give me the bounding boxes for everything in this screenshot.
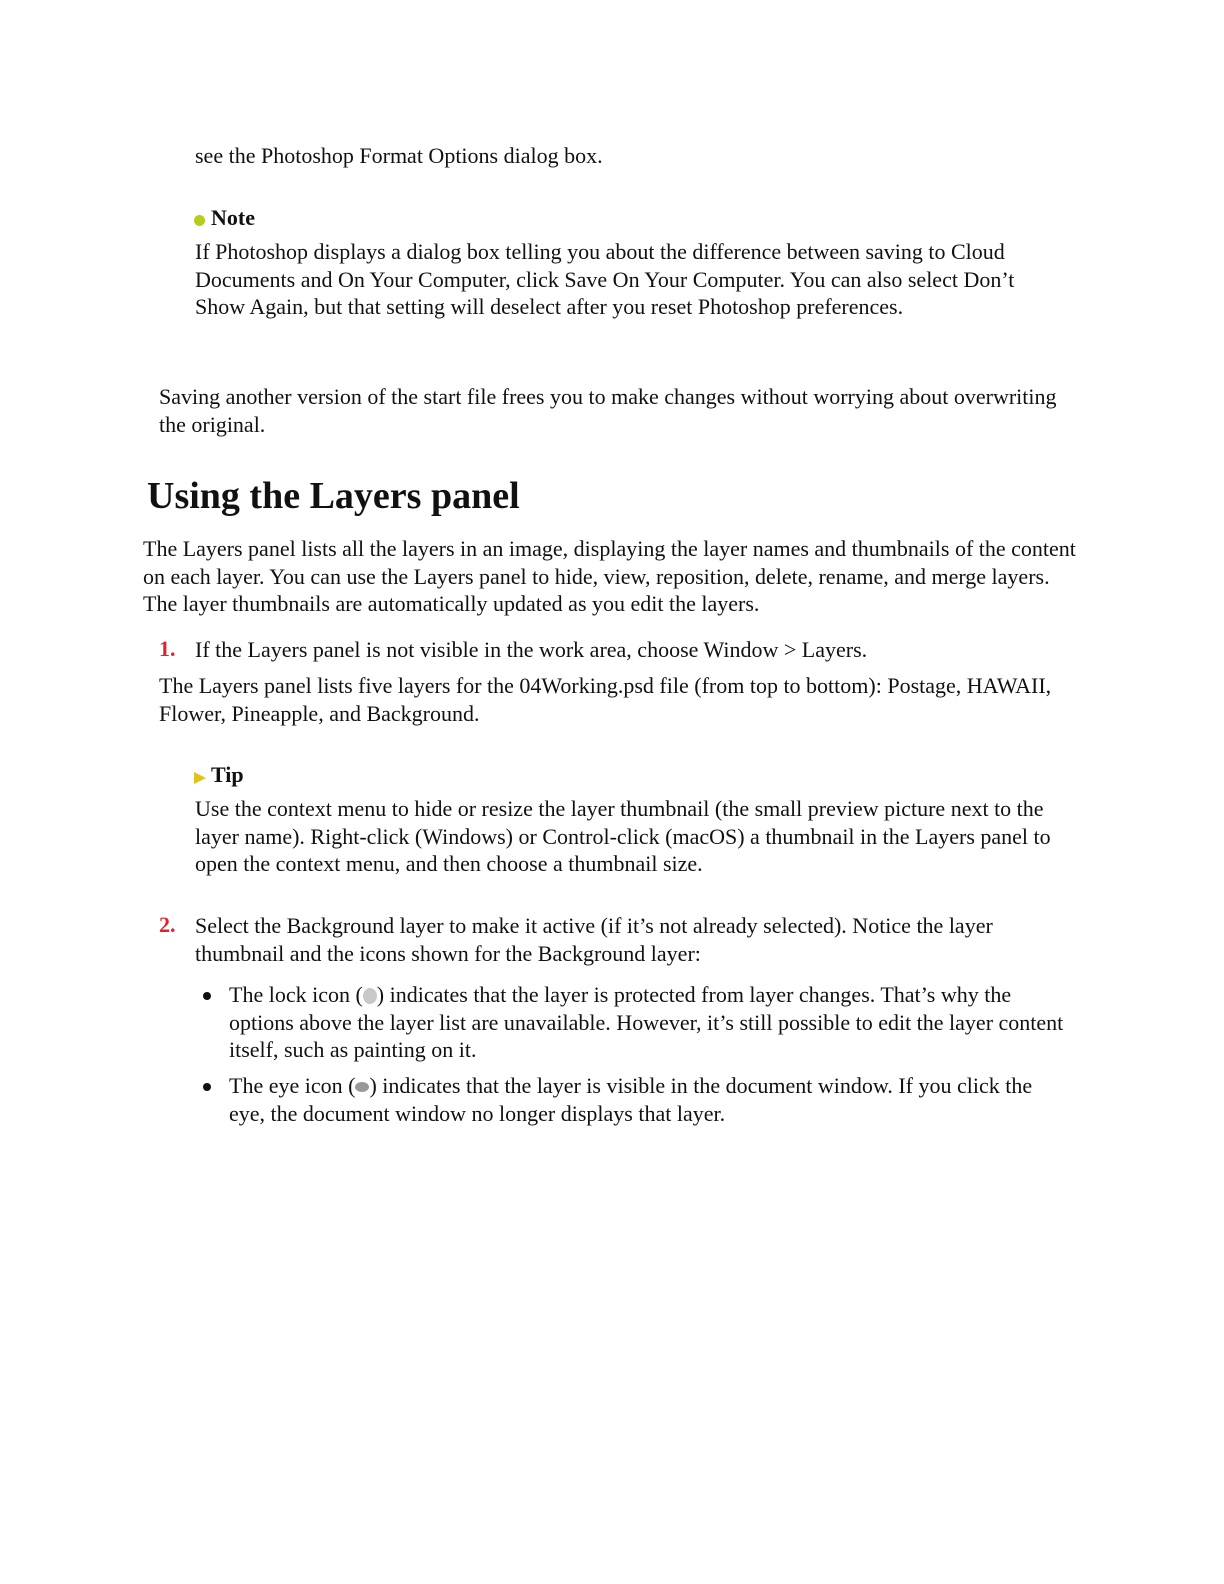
tip-label: Tip bbox=[211, 762, 244, 787]
lock-icon bbox=[363, 988, 377, 1004]
step-number: 1. bbox=[159, 636, 176, 661]
note-text: If Photoshop displays a dialog box telling you about the difference between saving to Cloud Documents and On Your Computer, click Save On Your Computer. You can also select Don’t Show Again, but that setting will deselect after you reset Photoshop preferences. bbox=[195, 239, 1015, 319]
bullet-dot bbox=[203, 1083, 211, 1091]
eye-icon bbox=[355, 1082, 369, 1092]
tip-text: Use the context menu to hide or resize the layer thumbnail (the small preview picture next to the layer name). Right-click (Windows) or Control-click (macOS) a thumbnail in the Layers panel to open the context menu, and then choose a thumbnail size. bbox=[195, 796, 1051, 876]
step1-followup: The Layers panel lists five layers for the 04Working.psd file (from top to bottom): Postage, HAWAII, Flower, Pineapple, and Background. bbox=[159, 673, 1052, 726]
list-item-text: The lock icon ( bbox=[229, 982, 363, 1007]
saving-paragraph: Saving another version of the start file frees you to make changes without worrying about overwriting the original. bbox=[159, 384, 1057, 437]
layers-paragraph: The Layers panel lists all the layers in an image, displaying the layer names and thumbnails of the content on each layer. You can use the Layers panel to hide, view, reposition, delete, rename, and merge layers. The layer thumbnails are automatically updated as you edit the layers. bbox=[143, 536, 1076, 616]
tip-arrow-icon bbox=[194, 772, 206, 784]
step-number: 2. bbox=[159, 912, 176, 937]
note-bullet-icon bbox=[194, 215, 205, 226]
list-item-text: The eye icon ( bbox=[229, 1073, 356, 1098]
list-item bbox=[229, 981, 1069, 1064]
step-text: If the Layers panel is not visible in the work area, choose Window > Layers. bbox=[195, 637, 868, 662]
note-label: Note bbox=[211, 205, 255, 230]
section-heading: Using the Layers panel bbox=[147, 475, 520, 517]
bullet-dot bbox=[203, 992, 211, 1000]
list-item bbox=[229, 1072, 1069, 1127]
list-item-text: ) indicates that the layer is visible in the document window. If you click the eye, the document window no longer displays that layer. bbox=[229, 1073, 1033, 1126]
step-text: Select the Background layer to make it active (if it’s not already selected). Notice the layer thumbnail and the icons shown for the Background layer: bbox=[195, 913, 993, 966]
list-item-text: ) indicates that the layer is protected from layer changes. That’s why the options above the layer list are unavailable. However, it’s still possible to edit the layer content itself, such as painting on it. bbox=[229, 982, 1064, 1062]
intro-line: see the Photoshop Format Options dialog box. bbox=[195, 143, 603, 168]
